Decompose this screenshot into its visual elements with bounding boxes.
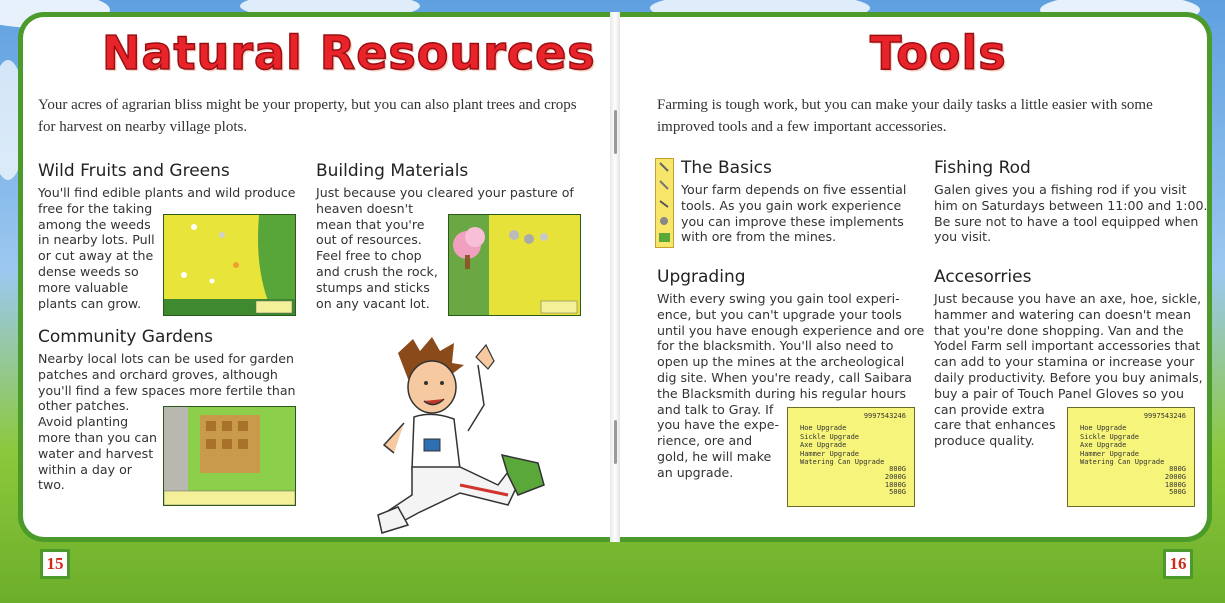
accessories-line: can provide extra — [934, 401, 1045, 417]
accessories-line: that you're done shopping. Van and the — [934, 322, 1184, 338]
accessories-line: Yodel Farm sell important accessories that — [934, 338, 1201, 354]
accessories-heading: Accesorries — [934, 267, 1032, 287]
upgrading-line: for the blacksmith. You'll also need to — [657, 338, 894, 354]
menu-price: 1800G — [884, 480, 906, 489]
menu-item: Sickle Upgrade — [1080, 432, 1140, 441]
community-line: patches and orchard groves, although — [38, 366, 278, 382]
menu-price: 1800G — [1164, 480, 1186, 489]
fishing-line: Be sure not to have a tool equipped when — [934, 213, 1199, 229]
right-page-title: Tools — [870, 26, 1007, 80]
menu-item: Hammer Upgrade — [800, 449, 860, 458]
left-page-title: Natural Resources — [102, 26, 596, 80]
staple-bottom — [614, 420, 617, 464]
menu-price: 800G — [1169, 465, 1186, 473]
the-basics-heading: The Basics — [681, 158, 772, 178]
wild-line: plants can grow. — [38, 295, 142, 311]
upgrading-line: With every swing you gain tool experi- — [657, 291, 900, 306]
upgrading-line: until you have enough experience and ore — [657, 322, 925, 338]
community-line: Avoid planting — [38, 414, 129, 430]
community-line: Nearby local lots can be used for garden — [38, 351, 294, 366]
community-gardens-heading: Community Gardens — [38, 327, 213, 347]
right-page-intro: Farming is tough work, but you can make your daily tasks a little easier with some improved tools and a few important accessories. — [657, 97, 1153, 135]
building-line: out of resources. — [316, 232, 422, 248]
menu-item: Watering Can Upgrade — [800, 458, 885, 467]
community-line: two. — [38, 477, 65, 493]
wild-line: among the weeds — [38, 216, 151, 232]
accessories-line: daily productivity. Before you buy animals, — [934, 369, 1203, 385]
building-materials-heading: Building Materials — [316, 161, 469, 181]
menu-item: Sickle Upgrade — [800, 432, 860, 441]
upgrading-line: open up the mines at the archeological — [657, 354, 905, 370]
garden-plot-screenshot — [163, 406, 296, 506]
community-line: other patches. — [38, 398, 130, 414]
building-line: stumps and sticks — [316, 279, 430, 295]
wild-line: You'll find edible plants and wild produce — [38, 185, 296, 200]
farmer-character-illustration — [368, 335, 553, 538]
accessories-line: Just because you have an axe, hoe, sickle, — [934, 291, 1202, 306]
wild-field-screenshot — [163, 214, 296, 316]
menu-money: 9997543246 — [1143, 412, 1186, 420]
upgrading-line: and talk to Gray. If — [657, 401, 774, 417]
upgrading-line: the Blacksmith during his regular hours — [657, 385, 907, 401]
staple-top — [614, 110, 617, 154]
wild-line: or cut away at the — [38, 248, 154, 264]
community-line: you'll find a few spaces more fertile than — [38, 382, 296, 398]
fishing-rod-text — [934, 182, 1208, 245]
fishing-line: Galen gives you a fishing rod if you visit — [934, 182, 1187, 197]
building-line: heaven doesn't — [316, 200, 414, 216]
tool-icons-strip — [655, 158, 674, 248]
basics-line: Your farm depends on five essential — [681, 182, 907, 197]
menu-item: Hoe Upgrade — [800, 424, 847, 432]
menu-price: 500G — [889, 488, 906, 497]
building-line: mean that you're — [316, 216, 425, 232]
community-line: water and harvest — [38, 445, 154, 461]
basics-line: with ore from the mines. — [681, 229, 837, 245]
menu-item: Axe Upgrade — [800, 441, 847, 450]
page-number-right: 16 — [1163, 549, 1193, 579]
accessories-line: hammer and watering can doesn't mean — [934, 306, 1191, 322]
basics-line: tools. As you gain work experience — [681, 197, 902, 213]
menu-money: 9997543246 — [863, 412, 906, 420]
building-line: Just because you cleared your pasture of — [316, 185, 574, 200]
basics-line: you can improve these implements — [681, 213, 904, 229]
menu-price: 800G — [889, 465, 906, 473]
menu-item: Axe Upgrade — [1080, 441, 1127, 450]
upgrading-line: dig site. When you're ready, call Saibara — [657, 369, 912, 385]
the-basics-text — [681, 182, 906, 245]
building-line: and crush the rock, — [316, 263, 438, 279]
upgrading-line: gold, he will make — [657, 448, 772, 464]
community-line: more than you can — [38, 429, 158, 445]
left-page-intro: Your acres of agrarian bliss might be your property, but you can also plant trees and crops for harvest on nearby village plots. — [38, 97, 577, 135]
upgrading-line: rience, ore and — [657, 433, 753, 449]
building-line: on any vacant lot. — [316, 295, 430, 311]
upgrade-menu-screenshot — [787, 407, 915, 507]
fishing-rod-heading: Fishing Rod — [934, 158, 1031, 178]
community-line: within a day or — [38, 461, 132, 477]
wild-line: free for the taking — [38, 200, 153, 216]
upgrading-line: ence, but you can't upgrade your tools — [657, 306, 902, 322]
upgrading-line: an upgrade. — [657, 464, 734, 480]
building-field-screenshot — [448, 214, 581, 316]
menu-item: Watering Can Upgrade — [1080, 458, 1165, 467]
accessories-line: buy a pair of Touch Panel Gloves so you — [934, 385, 1184, 401]
fishing-line: you visit. — [934, 229, 992, 245]
wild-line: dense weeds so — [38, 263, 139, 279]
upgrading-line: you have the expe- — [657, 417, 779, 433]
menu-item: Hoe Upgrade — [1080, 424, 1127, 432]
menu-item: Hammer Upgrade — [1080, 449, 1140, 458]
building-line: Feel free to chop — [316, 248, 422, 264]
accessories-line: produce quality. — [934, 433, 1035, 449]
wild-fruits-heading: Wild Fruits and Greens — [38, 161, 230, 181]
menu-price: 2000G — [1164, 472, 1186, 481]
accessories-line: can add to your stamina or increase your — [934, 354, 1195, 370]
accessories-line: care that enhances — [934, 417, 1056, 433]
fishing-line: him on Saturdays between 11:00 and 1:00. — [934, 197, 1208, 213]
wild-line: in nearby lots. Pull — [38, 232, 155, 248]
wild-line: more valuable — [38, 279, 129, 295]
page-number-left: 15 — [40, 549, 70, 579]
menu-price: 500G — [1169, 488, 1186, 497]
menu-price: 2000G — [884, 472, 906, 481]
upgrading-heading: Upgrading — [657, 267, 746, 287]
upgrade-menu-screenshot-2 — [1067, 407, 1195, 507]
